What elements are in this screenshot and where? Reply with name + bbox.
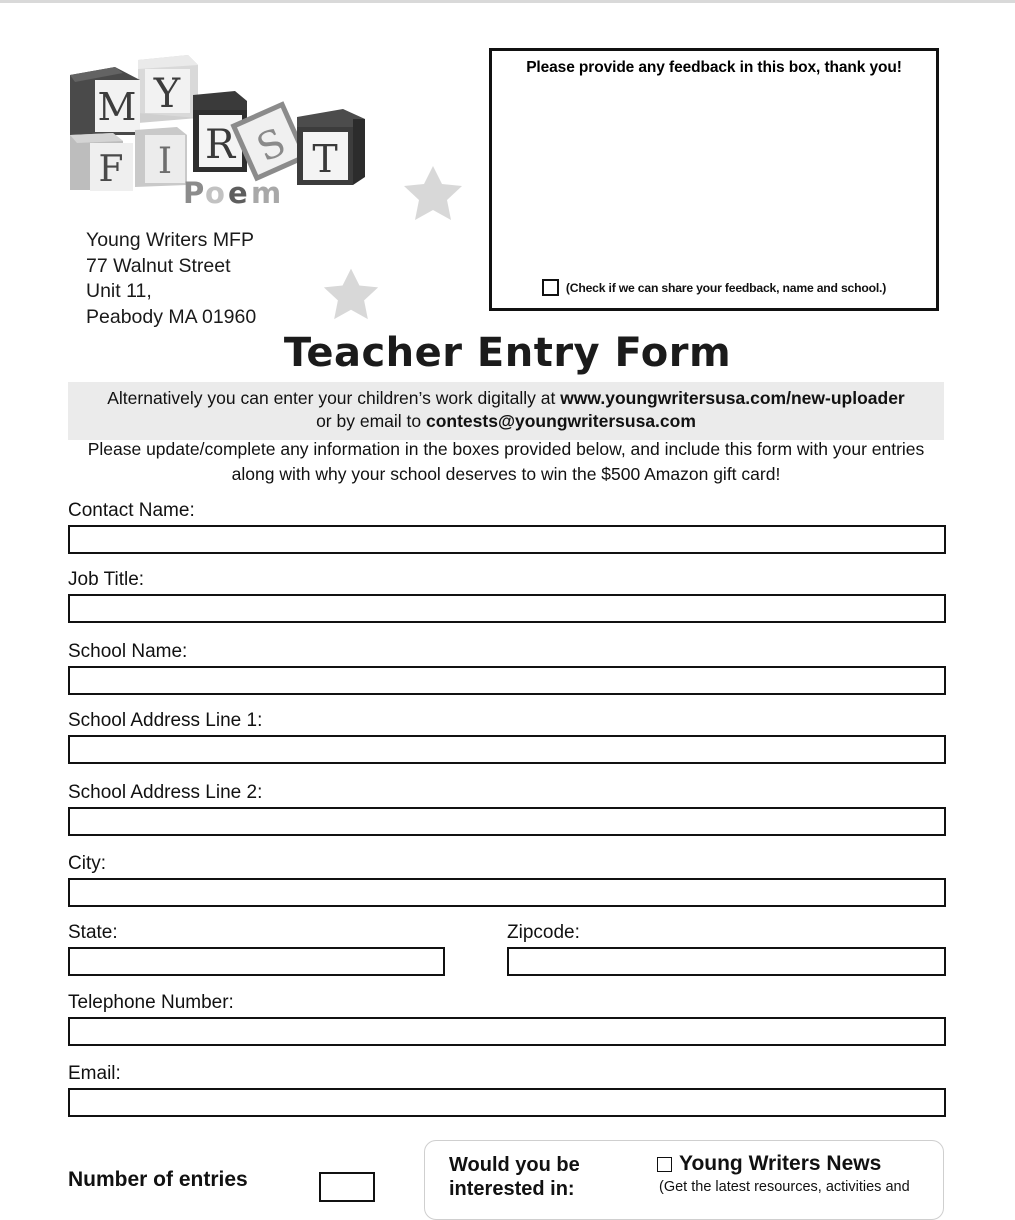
svg-text:Y: Y — [153, 71, 181, 117]
field-label: School Address Line 2: — [68, 782, 263, 803]
school-name-input[interactable] — [68, 666, 946, 695]
number-of-entries-input[interactable] — [319, 1172, 375, 1202]
field-state — [68, 922, 445, 976]
svg-text:I: I — [157, 141, 173, 182]
field-label: Job Title: — [68, 569, 145, 590]
address-line: Peabody MA 01960 — [86, 305, 257, 328]
young-writers-news-description: (Get the latest resources, activities and — [659, 1179, 910, 1195]
telephone-number-input[interactable] — [68, 1017, 946, 1046]
my-first-poem-logo — [65, 55, 385, 210]
field-label: Zipcode: — [507, 922, 580, 943]
field-contact-name — [68, 500, 946, 554]
field-email — [68, 1063, 946, 1117]
job-title-input[interactable] — [68, 594, 946, 623]
digital-entry-banner — [68, 382, 944, 440]
address-line: Young Writers MFP — [86, 229, 254, 251]
svg-text:R: R — [204, 122, 236, 168]
svg-text:M: M — [97, 85, 137, 129]
field-label: School Address Line 1: — [68, 710, 263, 731]
instruction-text: Please update/complete any information in the boxes provided below, and include this form with your entries along with why your school deserves to win the $500 Amazon gift card! — [87, 439, 925, 484]
banner-contest-email[interactable]: contests@youngwritersusa.com — [425, 411, 696, 431]
banner-uploader-url[interactable]: www.youngwritersusa.com/new-uploader — [560, 388, 905, 408]
svg-text:T: T — [312, 137, 338, 181]
field-school-name — [68, 641, 946, 695]
address-line: Unit 11, — [86, 280, 152, 302]
svg-text:F: F — [98, 149, 124, 190]
field-telephone — [68, 992, 946, 1046]
young-writers-news-label: Young Writers News — [679, 1152, 882, 1175]
svg-text:m: m — [251, 176, 284, 210]
state-input[interactable] — [68, 947, 445, 976]
school-address-line-1-input[interactable] — [68, 735, 946, 764]
share-feedback-label: (Check if we can share your feedback, name and school.) — [565, 280, 887, 295]
feedback-box-title: Please provide any feedback in this box, thank you! — [526, 59, 902, 76]
address-line: 77 Walnut Street — [86, 254, 231, 277]
logo-svg — [65, 55, 385, 210]
field-school-address-1 — [68, 710, 946, 764]
banner-line1-prefix: Alternatively you can enter your children’s work digitally at — [107, 388, 561, 408]
interest-options-card — [424, 1140, 944, 1220]
svg-text:o: o — [205, 176, 227, 210]
zipcode-input[interactable] — [507, 947, 946, 976]
organization-address — [86, 228, 256, 330]
city-input[interactable] — [68, 878, 946, 907]
page-title: Teacher Entry Form — [283, 330, 732, 376]
svg-text:e: e — [228, 176, 250, 210]
field-job-title — [68, 569, 946, 623]
banner-line2-prefix: or by email to — [316, 411, 426, 431]
field-label: Email: — [68, 1063, 121, 1084]
feedback-box[interactable] — [489, 48, 939, 311]
school-address-line-2-input[interactable] — [68, 807, 946, 836]
field-school-address-2 — [68, 782, 946, 836]
field-city — [68, 853, 946, 907]
number-of-entries-label: Number of entries — [68, 1168, 248, 1191]
field-label: Contact Name: — [68, 500, 195, 521]
star-icon — [402, 160, 464, 222]
interested-in-label: Would you be interested in: — [449, 1154, 580, 1200]
star-icon — [322, 263, 380, 321]
young-writers-news-row[interactable] — [657, 1152, 881, 1176]
young-writers-news-checkbox[interactable] — [657, 1157, 672, 1172]
share-feedback-checkbox[interactable] — [542, 279, 559, 296]
field-zipcode — [507, 922, 946, 976]
field-label: School Name: — [68, 641, 188, 662]
email-input[interactable] — [68, 1088, 946, 1117]
page-top-edge — [0, 0, 1015, 3]
svg-text:S: S — [250, 119, 292, 171]
field-label: Telephone Number: — [68, 992, 234, 1013]
svg-text:P: P — [183, 176, 207, 210]
field-label: State: — [68, 922, 118, 943]
field-label: City: — [68, 853, 106, 874]
contact-name-input[interactable] — [68, 525, 946, 554]
feedback-share-row[interactable] — [492, 279, 936, 296]
